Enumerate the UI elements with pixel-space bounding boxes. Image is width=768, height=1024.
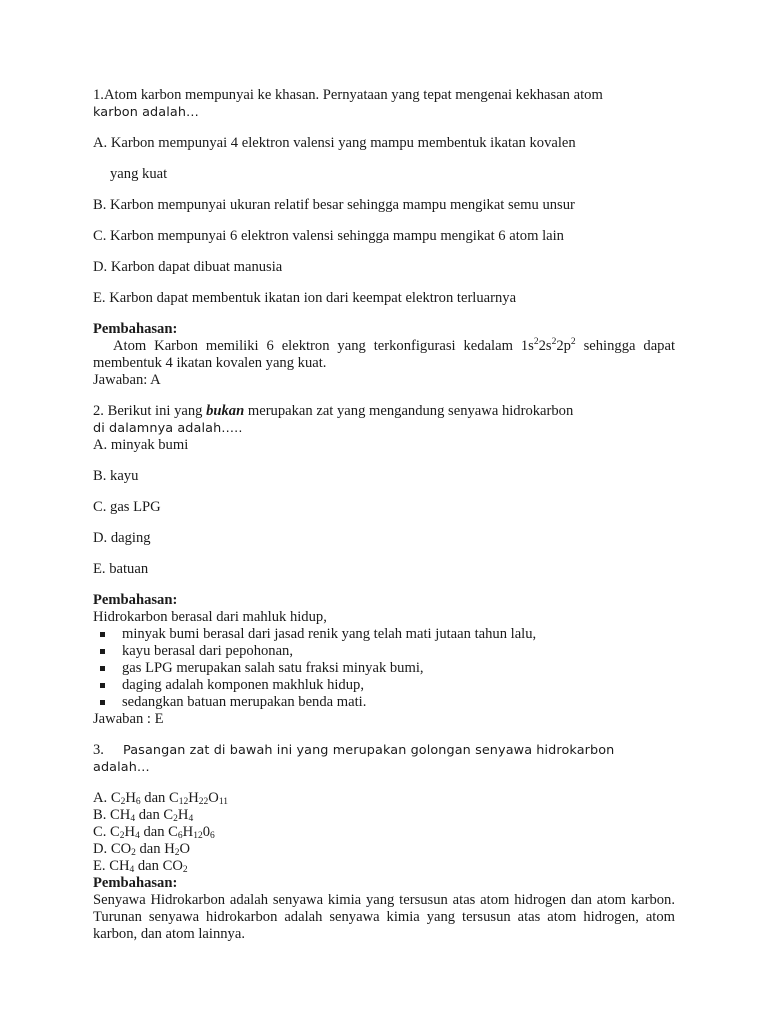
q2-option-a: A. minyak bumi (93, 437, 189, 453)
q3-option-e: E. $CH_4$ dan $CO_2$ (93, 858, 188, 875)
q2-option-c: C. gas LPG (93, 499, 161, 515)
q3-option-d: D. $CO_2$ dan $H_2O$ (93, 841, 191, 858)
list-item: kayu berasal dari pepohonan, (93, 643, 675, 660)
q1-option-e: E. Karbon dapat membentuk ikatan ion dari keempat elektron terluarnya (93, 290, 517, 306)
bullet-square-icon (100, 666, 105, 671)
q1-option-d: D. Karbon dapat dibuat manusia (93, 259, 283, 275)
q1-explanation: Atom Karbon memiliki 6 elektron yang terkonfigurasi kedalam $1s^22s^22p^2$ sehingga dapat membentuk 4 ikatan kovalen yang kuat. (93, 337, 675, 371)
q3-option-b: B. $CH_4$ dan $C_2H_4$ (93, 807, 194, 824)
q3-option-a: A. $C_2H_6$ dan $C_{12}H_{22}O_{11}$ (93, 790, 228, 807)
list-item: gas LPG merupakan salah satu fraksi minyak bumi, (93, 660, 675, 677)
q1-explanation-heading: Pembahasan: (93, 321, 178, 337)
q3-explanation: Senyawa Hidrokarbon adalah senyawa kimia yang tersusun atas atom hidrogen dan atom karbon. Turunan senyawa hidrokarbon adalah senyawa kimia yang tersusun atas atom hidrogen, atom karbon, dan atom lainnya. (93, 892, 675, 942)
q1-option-b: B. Karbon mempunyai ukuran relatif besar sehingga mampu mengikat semu unsur (93, 197, 575, 213)
q1-option-c: C. Karbon mempunyai 6 elektron valensi sehingga mampu mengikat 6 atom lain (93, 228, 564, 244)
list-item: sedangkan batuan merupakan benda mati. (93, 694, 675, 711)
list-item: daging adalah komponen makhluk hidup, (93, 677, 675, 694)
q1-question-line2: karbon adalah… (93, 105, 199, 120)
q2-option-d: D. daging (93, 530, 151, 546)
bullet-square-icon (100, 700, 105, 705)
q2-option-b: B. kayu (93, 468, 139, 484)
bullet-square-icon (100, 632, 105, 637)
document-page (93, 87, 675, 943)
q2-answer: Jawaban : E (93, 711, 164, 727)
q2-explanation-intro: Hidrokarbon berasal dari mahluk hidup, (93, 609, 327, 625)
q2-question-line2: di dalamnya adalah….. (93, 421, 243, 436)
q2-option-e: E. batuan (93, 561, 149, 577)
q3-question: 3. Pasangan zat di bawah ini yang merupakan golongan senyawa hidrokarbon adalah… (93, 742, 615, 775)
q1-option-a: A. Karbon mempunyai 4 elektron valensi yang mampu membentuk ikatan kovalen (93, 135, 576, 151)
bullet-square-icon (100, 683, 105, 688)
q3-explanation-heading: Pembahasan: (93, 875, 178, 891)
q1-answer: Jawaban: A (93, 372, 161, 388)
list-item: minyak bumi berasal dari jasad renik yang telah mati jutaan tahun lalu, (93, 626, 675, 643)
q2-question-line1: 2. Berikut ini yang bukan merupakan zat yang mengandung senyawa hidrokarbon (93, 403, 574, 419)
q1-option-a-continued: yang kuat (110, 166, 168, 182)
bullet-square-icon (100, 649, 105, 654)
q3-option-c: C. $C_2H_4$ dan $C_6H_{12}0_6$ (93, 824, 215, 841)
q1-question-line1: 1.Atom karbon mempunyai ke khasan. Pernyataan yang tepat mengenai kekhasan atom (93, 87, 603, 103)
q2-explanation-heading: Pembahasan: (93, 592, 178, 608)
q2-explanation-list (93, 626, 675, 711)
